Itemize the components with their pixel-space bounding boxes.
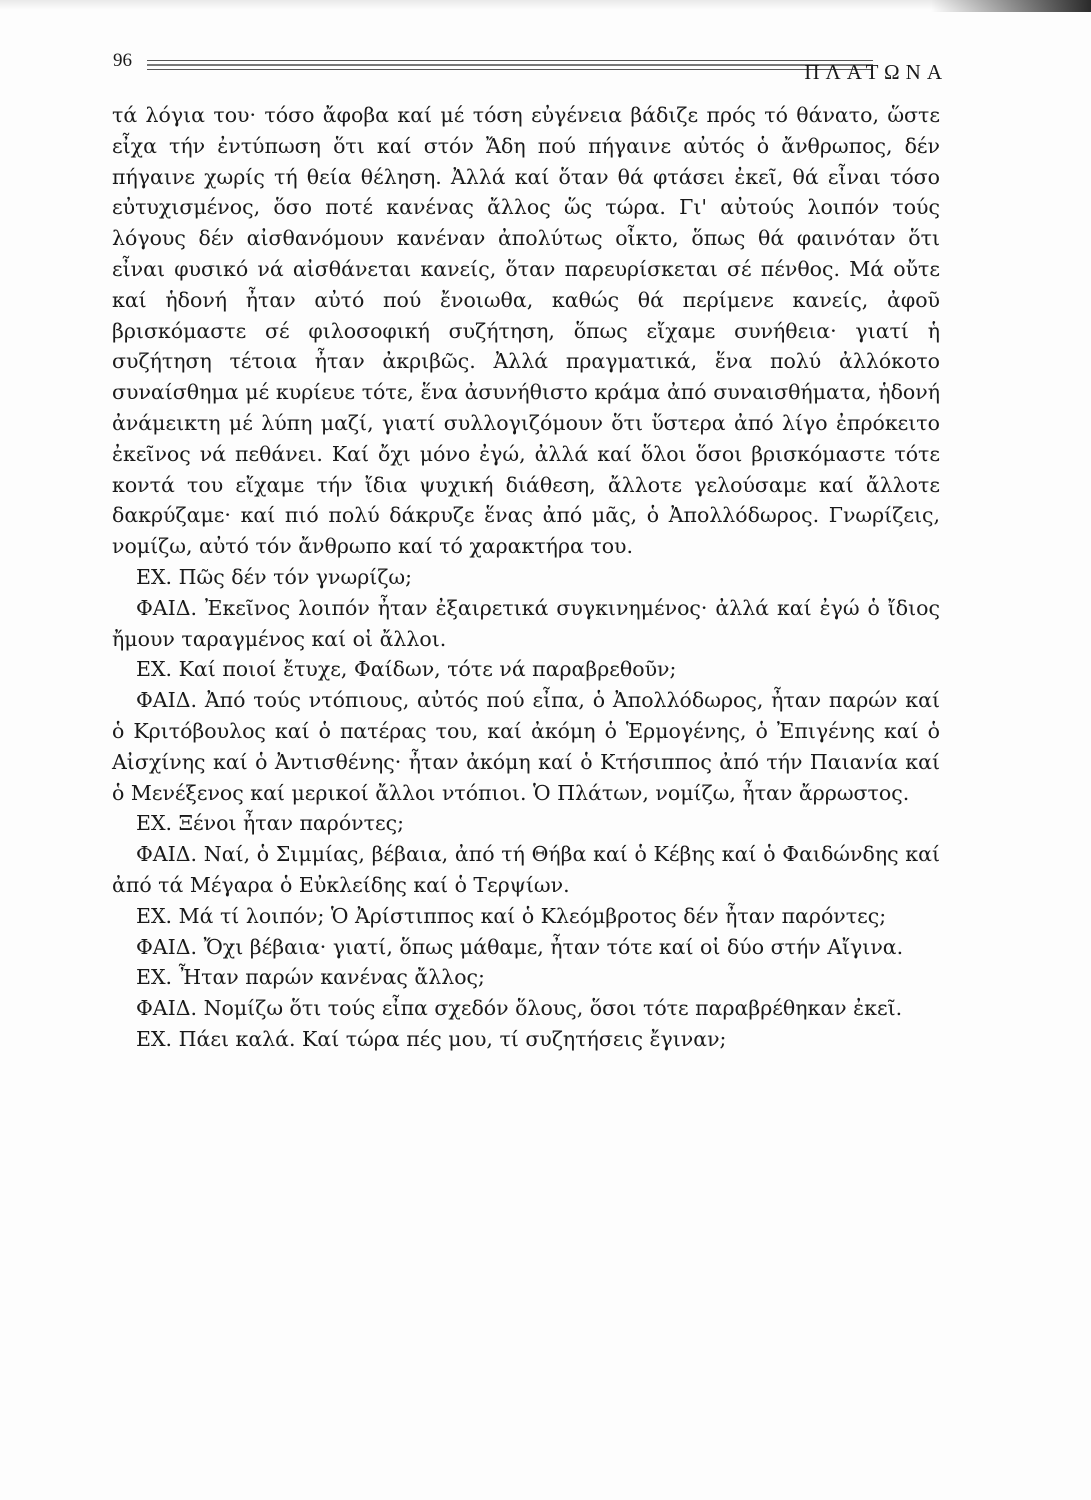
paragraph-text: τά λόγια του· τόσο ἄφοβα καί μέ τόση εὐγένεια βάδιζε πρός τό θάνατο, ὥστε εἶχα τήν ἐντύπωση ὅτι καί στόν Ἄδη πού πήγαινε αὐτός ὁ ἄνθρωπος, δέν πήγαινε χωρίς τή θεία θέληση. Ἀλλά καί ὅταν θά φτάσει ἐκεῖ, θά εἶναι τόσο εὐτυχισμένος, ὅσο ποτέ κανένας ἄλλος ὥς τώρα. Γι' αὐτούς λοιπόν τούς λόγους δέν αἰσθανόμουν κανέναν ἀπολύτως οἶκτο, ὅπως θά φαινόταν ὅτι εἶναι φυσικό νά αἰσθάνεται κανείς, ὅταν παρευρίσκεται σέ πένθος. Μά οὔτε καί ἡδονή ἦταν αὐτό πού ἔνοιωθα, καθώς θά περίμενε κανείς, ἀφοῦ βρισκόμαστε σέ φιλοσοφική συζήτηση, ὅπως εἴχαμε συνήθεια· γιατί ἡ συζήτηση τέτοια ἦταν ἀκριβῶς. Ἀλλά πραγματικά, ἕνα πολύ ἀλλόκοτο συναίσθημα μέ κυρίευε τότε, ἕνα ἀσυνήθιστο κράμα ἀπό συναισθήματα, ἡδονή ἀνάμεικτη μέ λύπη μαζί, γιατί συλλογιζόμουν ὅτι ὕστερα ἀπό λίγο ἐπρόκειτο ἐκεῖνος νά πεθάνει. Καί ὄχι μόνο ἐγώ, ἀλλά καί ὅλοι ὅσοι βρισκόμαστε τότε κοντά του εἴχαμε τήν ἴδια ψυχική διάθεση, ἄλλοτε γελούσαμε καί ἄλλοτε δακρύζαμε· καί πιό πολύ δάκρυζε ἕνας ἀπό μᾶς, ὁ Ἀπολλόδωρος. Γνωρίζεις, νομίζω, αὐτό τόν ἄνθρωπο καί τό χαρακτήρα του. (112, 103, 940, 559)
dialogue-text: Ξένοι ἦταν παρόντες; (178, 811, 404, 836)
speaker-label: ΦΑΙΔ. (136, 842, 198, 867)
dialogue-line (112, 685, 940, 808)
dialogue-text: Μά τί λοιπόν; Ὁ Ἀρίστιππος καί ὁ Κλεόμβροτος δέν ἦταν παρόντες; (178, 903, 887, 928)
dialogue-line (112, 562, 940, 593)
paragraph-continuation (112, 100, 940, 562)
dialogue-line (112, 1024, 940, 1055)
page-top-edge (0, 0, 1091, 10)
dialogue-text: Καί ποιοί ἔτυχε, Φαίδων, τότε νά παραβρεθοῦν; (178, 657, 677, 682)
dialogue-line (112, 932, 940, 963)
page-number: 96 (113, 50, 132, 71)
dialogue-text: Ἦταν παρών κανένας ἄλλος; (178, 965, 485, 990)
speaker-label: ΕΧ. (136, 1026, 173, 1051)
dialogue-line (112, 654, 940, 685)
speaker-label: ΕΧ. (136, 903, 173, 928)
dialogue-line (112, 839, 940, 901)
speaker-label: ΦΑΙΔ. (136, 595, 198, 620)
dialogue-text: Νομίζω ὅτι τούς εἶπα σχεδόν ὅλους, ὅσοι τότε παραβρέθηκαν ἐκεῖ. (203, 996, 903, 1021)
speaker-label: ΦΑΙΔ. (136, 688, 198, 713)
dialogue-text: Ἀπό τούς ντόπιους, αὐτός πού εἶπα, ὁ Ἀπολλόδωρος, ἦταν παρών καί ὁ Κριτόβουλος καί ὁ πατέρας του, καί ἀκόμη ὁ Ἑρμογένης, ὁ Ἐπιγένης καί ὁ Αἰσχίνης καί ὁ Ἀντισθένης· ἦταν ἀκόμη καί ὁ Κτήσιππος ἀπό τήν Παιανία καί ὁ Μενέξενος καί μερικοί ἄλλοι ντόπιοι. Ὁ Πλάτων, νομίζω, ἦταν ἄρρωστος. (112, 688, 940, 805)
speaker-label: ΦΑΙΔ. (136, 996, 198, 1021)
dialogue-line (112, 808, 940, 839)
speaker-label: ΕΧ. (136, 965, 173, 990)
dialogue-text: Πῶς δέν τόν γνωρίζω; (178, 564, 413, 589)
dialogue-text: Ὄχι βέβαια· γιατί, ὅπως μάθαμε, ἦταν τότε καί οἱ δύο στήν Αἴγινα. (203, 934, 904, 959)
speaker-label: ΕΧ. (136, 811, 173, 836)
dialogue-line (112, 993, 940, 1024)
header-rule (147, 60, 873, 74)
speaker-label: ΕΧ. (136, 564, 173, 589)
body-text (112, 100, 940, 1055)
dialogue-line (112, 901, 940, 932)
dialogue-line (112, 962, 940, 993)
dialogue-text: Ἐκεῖνος λοιπόν ἦταν ἐξαιρετικά συγκινημένος· ἀλλά καί ἐγώ ὁ ἴδιος ἤμουν ταραγμένος καί οἱ ἄλλοι. (112, 595, 940, 651)
running-title: ΠΛΑΤΩΝΑ (804, 60, 948, 84)
speaker-label: ΕΧ. (136, 657, 173, 682)
page-header (113, 48, 948, 84)
dialogue-text: Ναί, ὁ Σιμμίας, βέβαια, ἀπό τή Θήβα καί ὁ Κέβης καί ὁ Φαιδώνδης καί ἀπό τά Μέγαρα ὁ Εὐκλείδης καί ὁ Τερψίων. (112, 842, 940, 897)
speaker-label: ΦΑΙΔ. (136, 934, 198, 959)
dialogue-text: Πάει καλά. Καί τώρα πές μου, τί συζητήσεις ἔγιναν; (178, 1026, 727, 1051)
dialogue-line (112, 593, 940, 655)
